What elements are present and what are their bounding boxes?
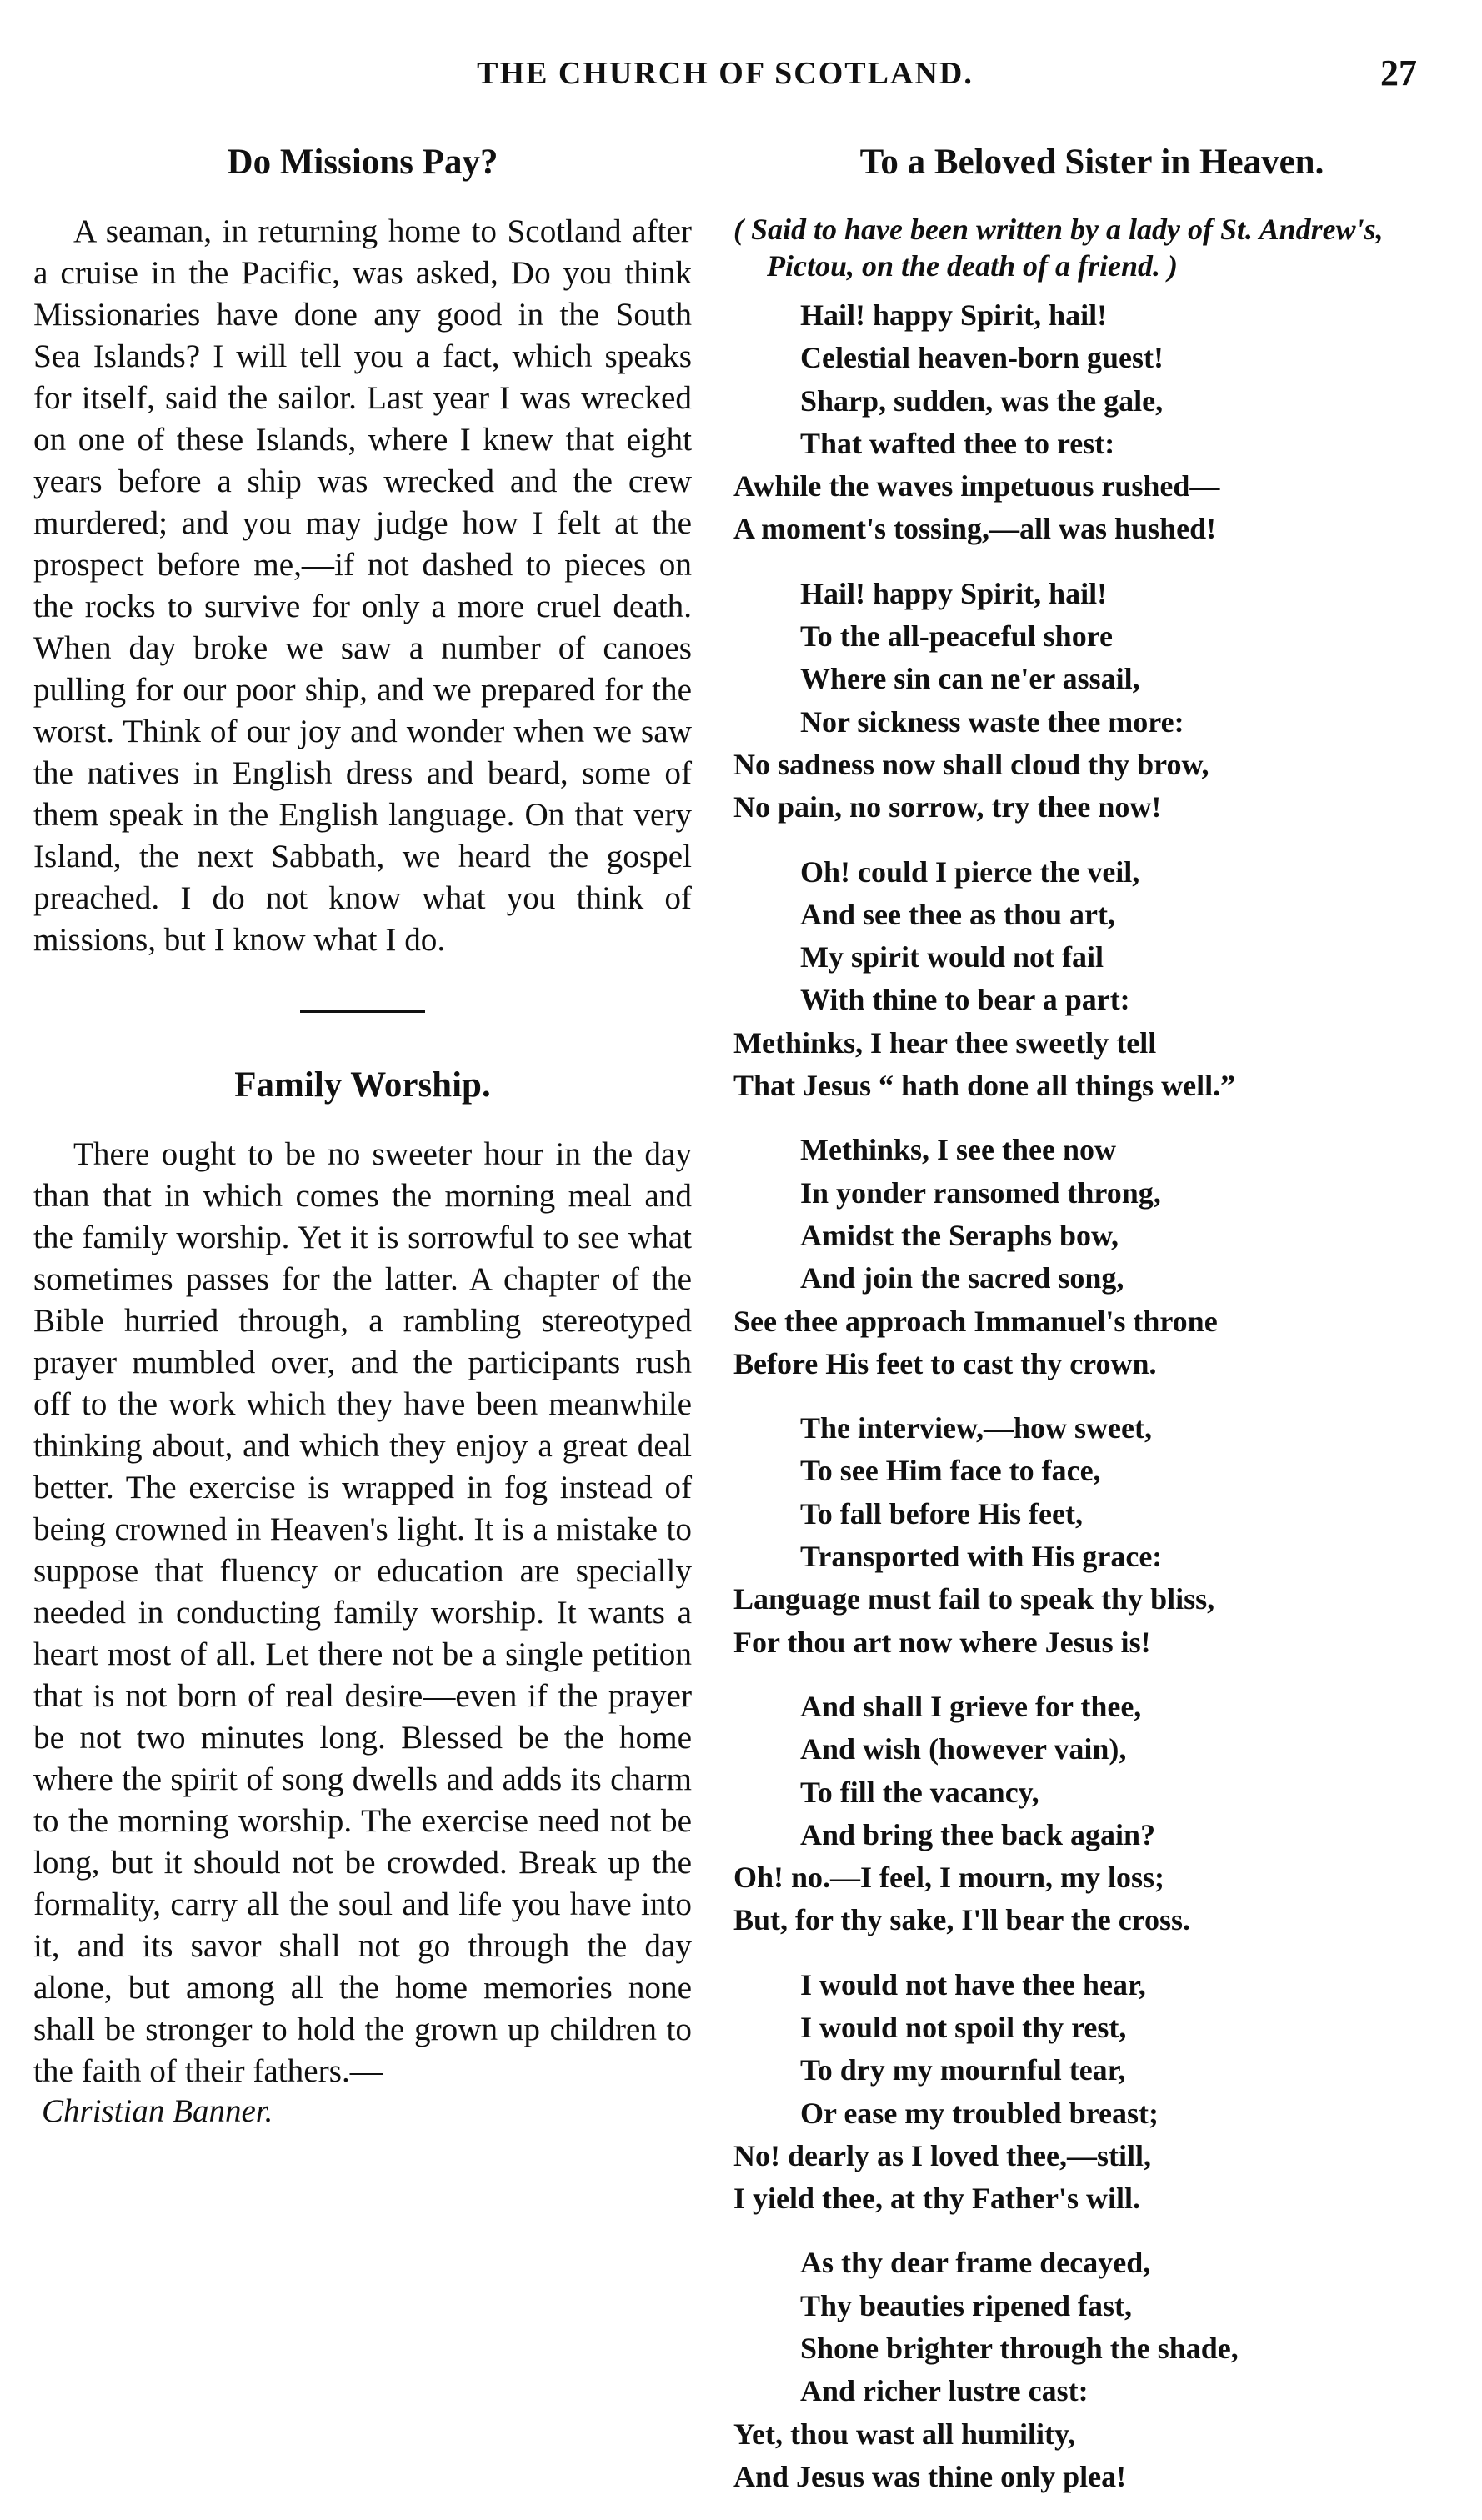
article-do-missions-pay [33, 142, 692, 961]
poem-line: I would not have thee hear, [800, 1967, 1146, 2001]
poem-stanza [733, 1129, 1450, 1385]
poem-line: Awhile the waves impetuous rushed— [733, 469, 1220, 503]
poem-line: No sadness now shall cloud thy brow, [733, 747, 1209, 781]
running-title: THE CHURCH OF SCOTLAND. [477, 56, 974, 91]
poem-line: To see Him face to face, [800, 1454, 1101, 1488]
poem-line: And see thee as thou art, [800, 897, 1115, 931]
poem-line: Shone brighter through the shade, [800, 2332, 1239, 2366]
poem-line: In yonder ransomed throng, [800, 1175, 1161, 1210]
poem-line: Or ease my troubled breast; [800, 2096, 1159, 2130]
paragraph: There ought to be no sweeter hour in the day than that in which comes the morning meal and the family worship. Yet it is sorrowful to see what sometimes passes for the latter. A chapter of the Bible hurried through, a rambling stereotyped prayer mumbled over, and the participants rush off to the work which they have been meanwhile thinking about, and which they enjoy a great deal better. The exercise is wrapped in fog instead of being crowned in Heaven's light. It is a mistake to suppose that fluency or education are specially needed in conducting family worship. It wants a heart most of all. Let there not be a single petition that is not born of real desire—even if the prayer be not two minutes long. Blessed be the home where the spirit of song dwells and adds its charm to the morning worship. The exercise need not be long, but it should not be crowded. Break up the formality, carry all the soul and life you have into it, and its savor shall not go through the day alone, but among all the home memories none shall be stronger to hold the grown up children to the faith of their fathers.— [33, 1136, 692, 2089]
article-body [33, 1134, 692, 2092]
poem-line: To fall before His feet, [800, 1496, 1083, 1531]
poem-line: Nor sickness waste thee more: [800, 704, 1184, 739]
poem-line: Thy beauties ripened fast, [800, 2288, 1133, 2322]
section-divider [300, 1010, 425, 1013]
poem-stanza [733, 1964, 1450, 2221]
poem-line: Methinks, I see thee now [800, 1133, 1116, 1167]
paragraph: A seaman, in returning home to Scotland after a cruise in the Pacific, was asked, Do you think Missionaries have done any good in the South Sea Islands? I will tell you a fact, which speaks for itself, said the sailor. Last year I was wrecked on one of these Islands, where I knew that eight years before a ship was wrecked and the crew murdered; and you may judge how I felt at the prospect before me,—if not dashed to pieces on the rocks to survive for only a more cruel death. When day broke we saw a number of canoes pulling for our poor ship, and we prepared for the worst. Think of our joy and wonder when we saw the natives in English dress and beard, some of them speak in the English language. On that very Island, the next Sabbath, we heard the gospel preached. I do not know what you think of missions, but I know what I do. [33, 213, 692, 958]
poem-line: No pain, no sorrow, try thee now! [733, 790, 1162, 824]
poem-line: Yet, thou wast all humility, [733, 2417, 1076, 2451]
poem-line: Language must fail to speak thy bliss, [733, 1582, 1215, 1616]
poem-title: To a Beloved Sister in Heaven. [859, 143, 1324, 182]
article-title: Family Worship. [234, 1065, 491, 1105]
poem-line: And shall I grieve for thee, [800, 1689, 1142, 1723]
poem-line: That wafted thee to rest: [800, 426, 1115, 460]
poem-stanzas [733, 294, 1450, 2498]
right-column [733, 142, 1450, 2520]
poem-line: A moment's tossing,—all was hushed! [733, 512, 1217, 546]
article-title: Do Missions Pay? [227, 143, 498, 182]
poem-line: Celestial heaven-born guest! [800, 341, 1164, 375]
poem-line: Hail! happy Spirit, hail! [800, 298, 1108, 332]
page-header [0, 55, 1482, 105]
poem-line: That Jesus “ hath done all things well.” [733, 1069, 1236, 1103]
poem-stanza [733, 1407, 1450, 1664]
poem-line: My spirit would not fail [800, 940, 1104, 974]
poem-line: As thy dear frame decayed, [800, 2246, 1151, 2280]
poem-line: Sharp, sudden, was the gale, [800, 383, 1164, 418]
poem-beloved-sister [733, 142, 1450, 2498]
poem-line: With thine to bear a part: [800, 983, 1130, 1017]
poem-line: Oh! no.—I feel, I mourn, my loss; [733, 1861, 1165, 1895]
left-column [33, 142, 692, 2131]
poem-stanza [733, 294, 1450, 551]
poem-line: Transported with His grace: [800, 1540, 1163, 1574]
poem-line: For thou art now where Jesus is! [733, 1625, 1151, 1659]
poem-line: And bring thee back again? [800, 1817, 1156, 1851]
page-number: 27 [1380, 53, 1417, 93]
poem-line: I would not spoil thy rest, [800, 2010, 1127, 2044]
poem-line: Methinks, I hear thee sweetly tell [733, 1025, 1157, 1060]
poem-line: But, for thy sake, I'll bear the cross. [733, 1903, 1191, 1937]
article-family-worship [33, 1065, 692, 2131]
poem-line: The interview,—how sweet, [800, 1411, 1152, 1445]
poem-stanza [733, 573, 1450, 829]
article-source: Christian Banner. [42, 2093, 273, 2129]
poem-line: And Jesus was thine only plea! [733, 2459, 1127, 2493]
poem-line: Hail! happy Spirit, hail! [800, 576, 1108, 610]
poem-line: I yield thee, at thy Father's will. [733, 2182, 1140, 2216]
poem-line: Oh! could I pierce the veil, [800, 854, 1140, 889]
poem-line: Before His feet to cast thy crown. [733, 1346, 1157, 1380]
poem-line: To fill the vacancy, [800, 1775, 1039, 1809]
poem-line: To dry my mournful tear, [800, 2053, 1126, 2087]
poem-line: And richer lustre cast: [800, 2374, 1089, 2408]
poem-line: Amidst the Seraphs bow, [800, 1218, 1119, 1252]
poem-line: No! dearly as I loved thee,—still, [733, 2138, 1151, 2172]
poem-line: And join the sacred song, [800, 1261, 1124, 1295]
article-body [33, 211, 692, 961]
poem-line: Where sin can ne'er assail, [800, 662, 1140, 696]
poem-stanza [733, 1686, 1450, 1942]
poem-subtitle: ( Said to have been written by a lady of St. Andrew's, Pictou, on the death of a friend. ) [733, 213, 1384, 283]
poem-line: See thee approach Immanuel's throne [733, 1304, 1218, 1338]
poem-line: To the all-peaceful shore [800, 619, 1113, 654]
poem-line: And wish (however vain), [800, 1732, 1127, 1766]
poem-stanza [733, 851, 1450, 1108]
poem-stanza [733, 2242, 1450, 2498]
